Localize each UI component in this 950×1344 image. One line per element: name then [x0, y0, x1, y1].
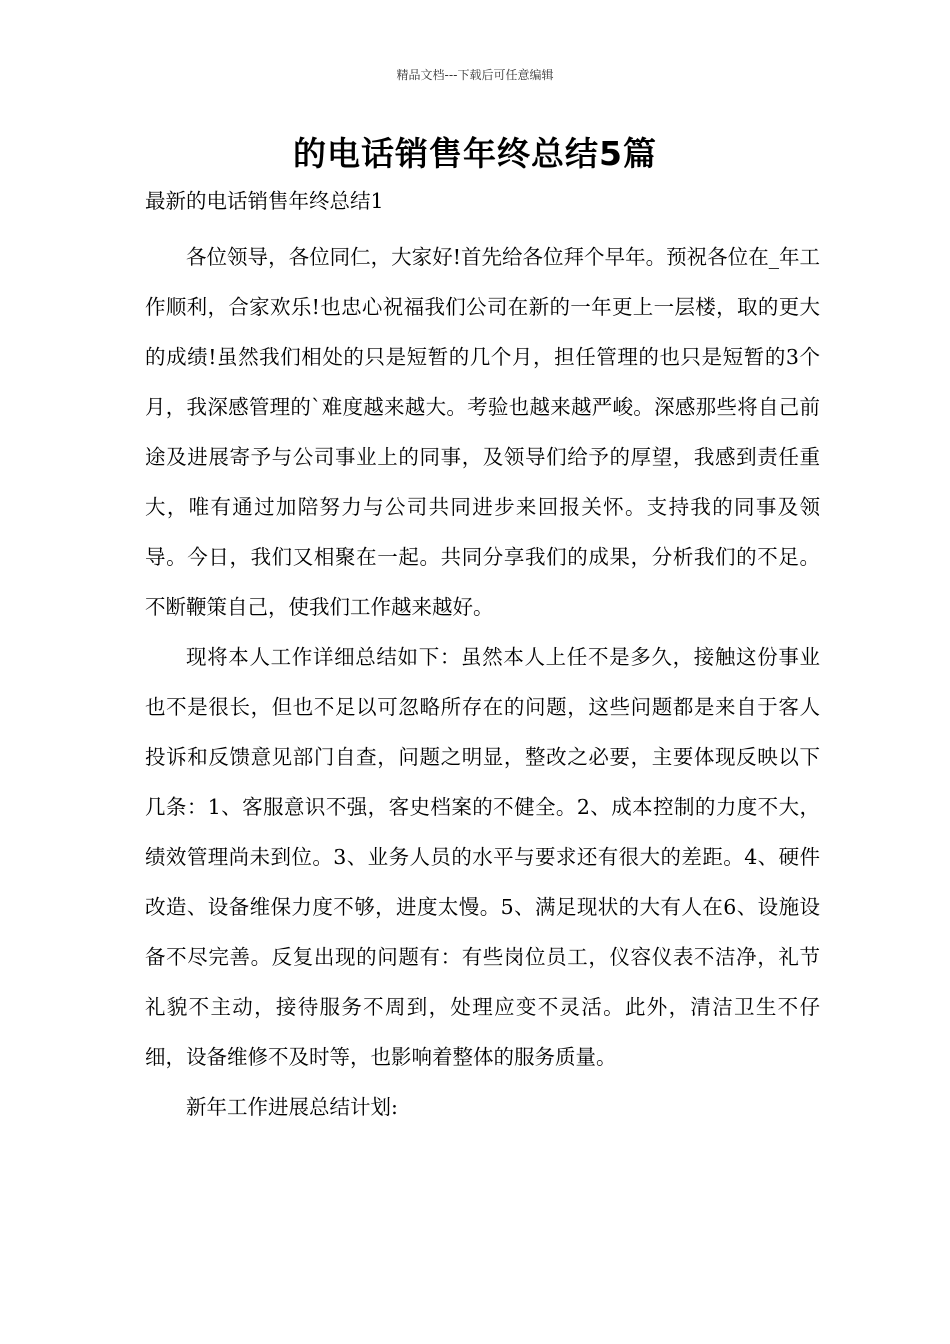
paragraph-plan-heading: 新年工作进展总结计划: [186, 1095, 398, 1119]
paragraph-greeting: 各位领导，各位同仁，大家好!首先给各位拜个早年。预祝各位在_年工作顺利，合家欢乐!也忠心祝福我们公司在新的一年更上一层楼，取的更大的成绩!虽然我们相处的只是短暂的几个月，担任管理的也只是短暂的3个月，我深感管理的`难度越来越大。考验也越来越严峻。深感那些将自己前途及进展寄予与公司事业上的同事，及领导们给予的厚望，我感到责任重大，唯有通过加陪努力与公司共同进步来回报关怀。支持我的同事及领导。今日，我们又相聚在一起。共同分享我们的成果，分析我们的不足。不断鞭策自己，使我们工作越来越好。 [145, 245, 820, 619]
document-subtitle: 最新的电话销售年终总结1 [145, 189, 384, 213]
document-title: 的电话销售年终总结5篇 [293, 134, 657, 173]
document-body [145, 182, 820, 1132]
paragraph-work-summary: 现将本人工作详细总结如下：虽然本人上任不是多久，接触这份事业也不是很长，但也不足以可忽略所存在的问题，这些问题都是来自于客人投诉和反馈意见部门自查，问题之明显，整改之必要，主要体现反映以下几条：1、客服意识不强，客史档案的不健全。2、成本控制的力度不大，绩效管理尚未到位。3、业务人员的水平与要求还有很大的差距。4、硬件改造、设备维保力度不够，进度太慢。5、满足现状的大有人在6、设施设备不尽完善。反复出现的问题有：有些岗位员工，仪容仪表不洁净，礼节礼貌不主动，接待服务不周到，处理应变不灵活。此外，清洁卫生不仔细，设备维修不及时等，也影响着整体的服务质量。 [145, 645, 820, 1069]
page-header: 精品文档---下载后可任意编辑 [396, 68, 554, 82]
